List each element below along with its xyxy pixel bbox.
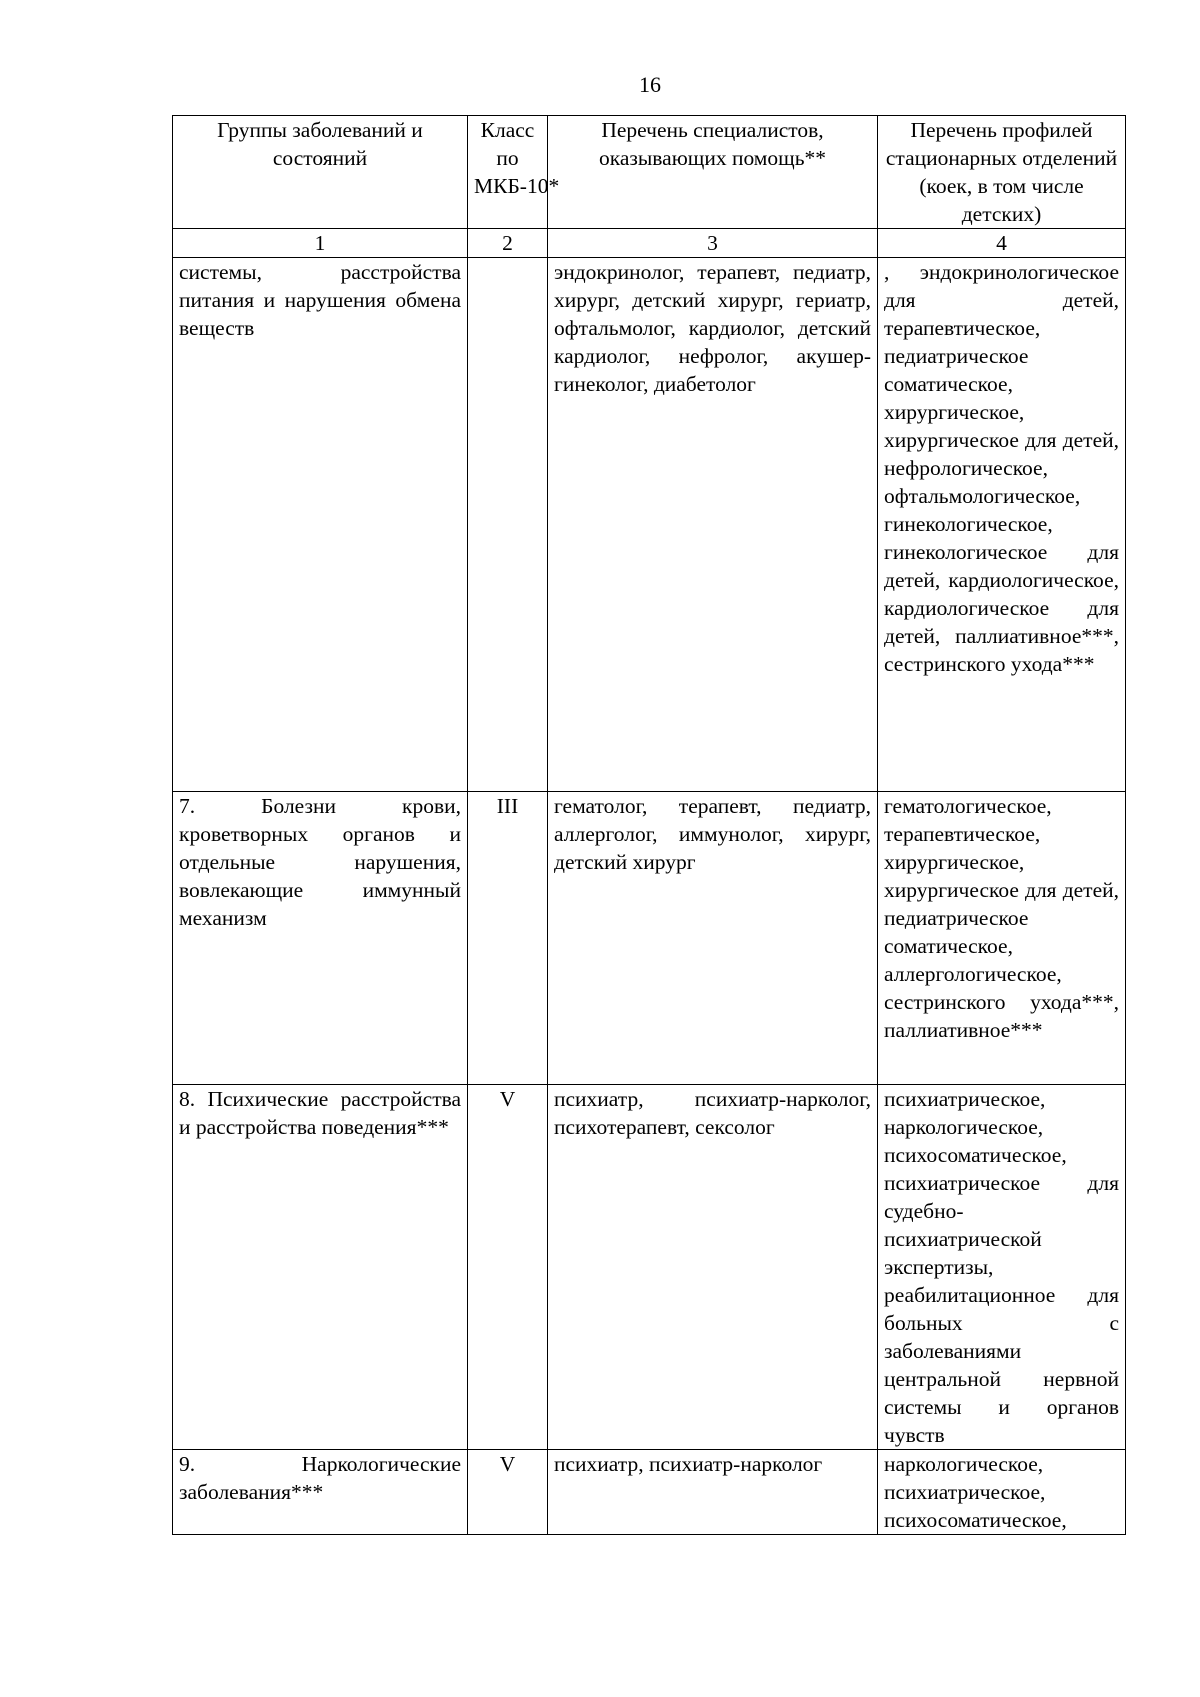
cell-class	[468, 258, 548, 792]
column-number: 3	[548, 229, 878, 258]
cell-specialists: эндокринолог, терапевт, педиатр, хирург, детский хирург, гериатр, офтальмолог, кардиолог, детский кардиолог, нефролог, акушер-гинеколог, диабетолог	[548, 258, 878, 792]
cell-class: III	[468, 792, 548, 1085]
column-number: 1	[173, 229, 468, 258]
column-number: 4	[878, 229, 1126, 258]
cell-group: 9. Наркологические заболевания***	[173, 1450, 468, 1535]
cell-profiles: наркологическое, психиатрическое, психосоматическое,	[878, 1450, 1126, 1535]
cell-group: 8. Психические расстройства и расстройства поведения***	[173, 1085, 468, 1450]
cell-group: системы, расстройства питания и нарушения обмена веществ	[173, 258, 468, 792]
table-row	[173, 792, 1126, 1085]
cell-class: V	[468, 1450, 548, 1535]
header-specialists: Перечень специалистов, оказывающих помощь**	[548, 116, 878, 229]
table-row	[173, 1085, 1126, 1450]
disease-profile-table	[172, 115, 1126, 1535]
page-number: 16	[639, 72, 661, 97]
header-profiles: Перечень профилей стационарных отделений (коек, в том числе детских)	[878, 116, 1126, 229]
cell-group: 7. Болезни крови, кроветворных органов и отдельные нарушения, вовлекающие иммунный механизм	[173, 792, 468, 1085]
header-class: Класс по МКБ-10*	[468, 116, 548, 229]
cell-class: V	[468, 1085, 548, 1450]
cell-specialists: психиатр, психиатр-нарколог	[548, 1450, 878, 1535]
cell-specialists: гематолог, терапевт, педиатр, аллерголог, иммунолог, хирург, детский хирург	[548, 792, 878, 1085]
header-groups: Группы заболеваний и состояний	[173, 116, 468, 229]
table-row	[173, 258, 1126, 792]
cell-profiles: , эндокринологическое для детей, терапевтическое, педиатрическое соматическое, хирургическое, хирургическое для детей, нефрологическое, офтальмологическое, гинекологическое, гинекологическое для детей, кардиологическое, кардиологическое для детей, паллиативное***, сестринского ухода***	[878, 258, 1126, 792]
column-number: 2	[468, 229, 548, 258]
cell-specialists: психиатр, психиатр-нарколог, психотерапевт, сексолог	[548, 1085, 878, 1450]
table-header-row	[173, 116, 1126, 229]
cell-profiles: психиатрическое, наркологическое, психосоматическое, психиатрическое для судебно-психиатрической экспертизы, реабилитационное для больных с заболеваниями центральной нервной системы и органов чувств	[878, 1085, 1126, 1450]
column-number-row	[173, 229, 1126, 258]
table-row	[173, 1450, 1126, 1535]
cell-profiles: гематологическое, терапевтическое, хирургическое, хирургическое для детей, педиатрическое соматическое, аллергологическое, сестринского ухода***, паллиативное***	[878, 792, 1126, 1085]
